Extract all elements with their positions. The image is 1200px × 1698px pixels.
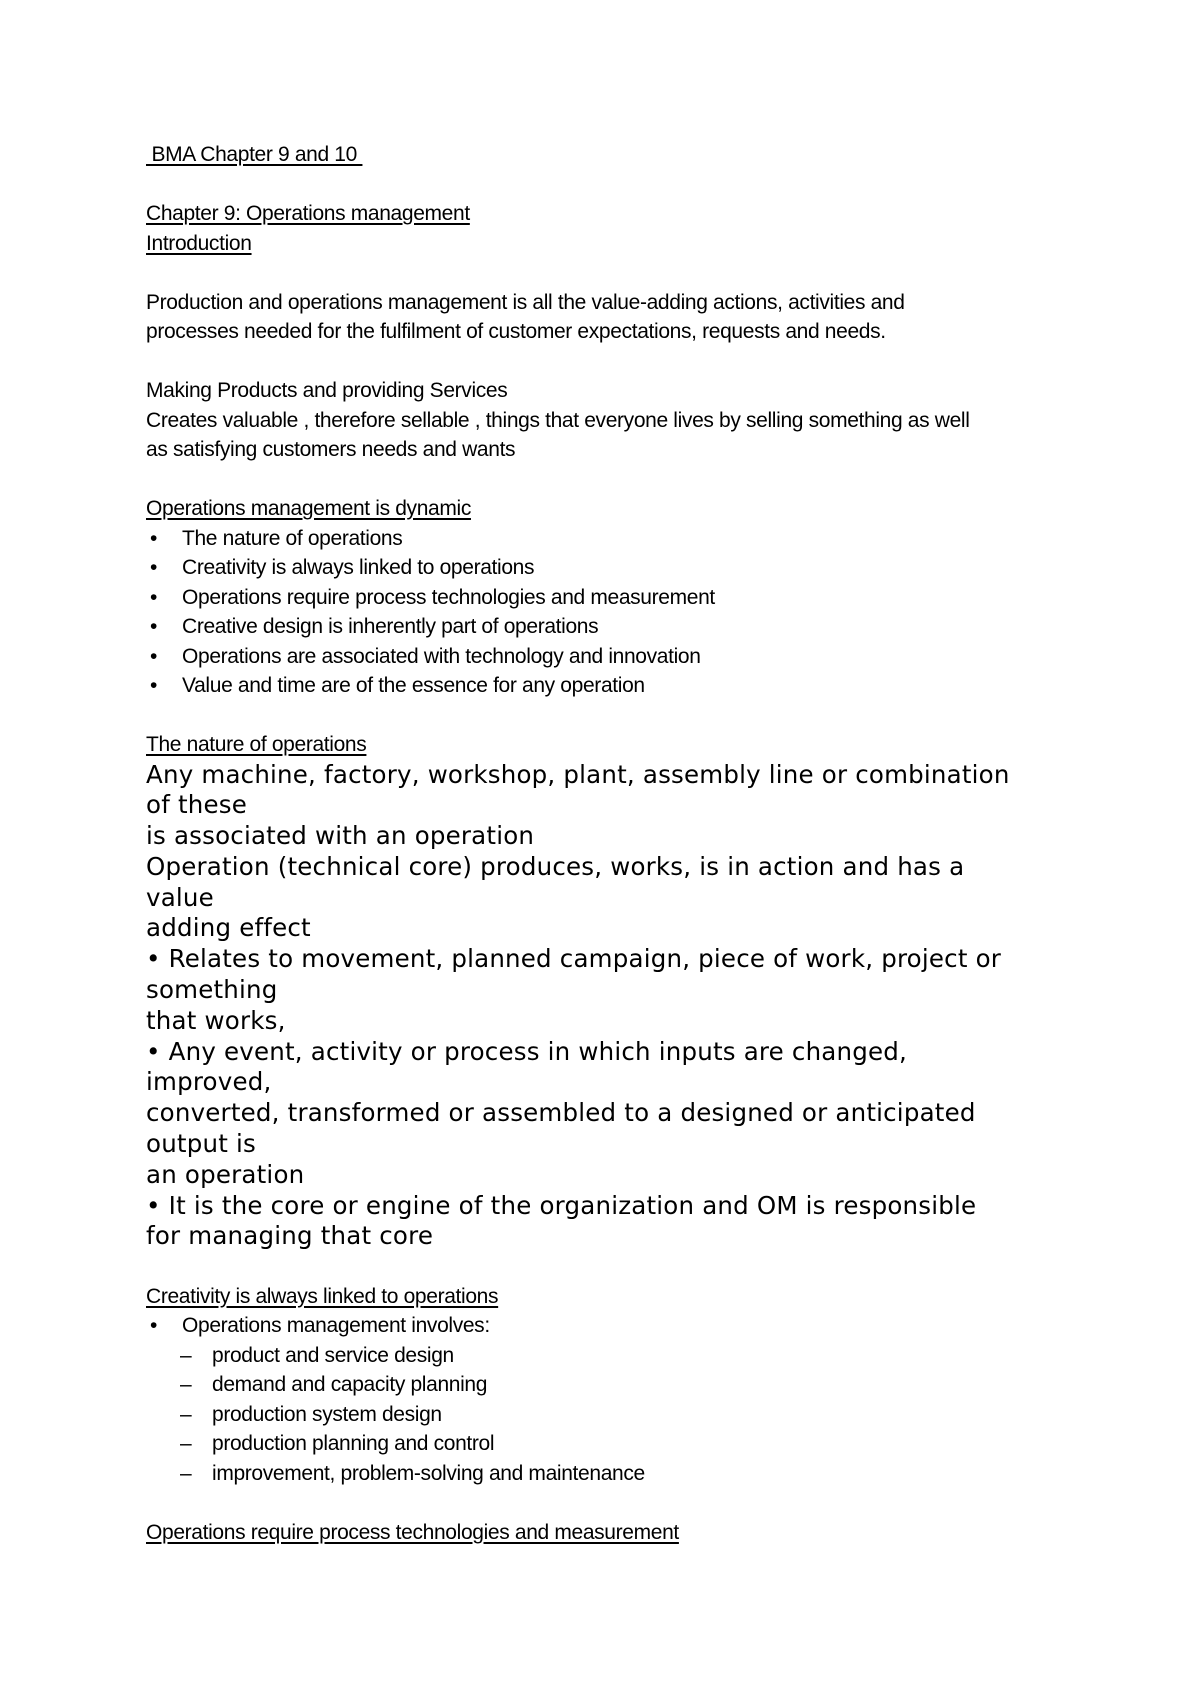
creativity-list xyxy=(146,1311,1086,1341)
bullet-marker: • xyxy=(150,556,158,579)
nature-line: of these xyxy=(146,790,248,820)
intro-paragraph-line: processes needed for the fulfilment of customer expectations, requests and needs. xyxy=(146,320,886,343)
sublist-item-text: production planning and control xyxy=(212,1432,495,1456)
list-item-text: Operations are associated with technology and innovation xyxy=(182,644,701,668)
list-item xyxy=(146,524,1086,554)
list-item-text: The nature of operations xyxy=(182,526,403,550)
dash-marker: – xyxy=(180,1461,192,1485)
bullet-marker: • xyxy=(150,526,158,550)
list-item xyxy=(146,671,1086,701)
document-page xyxy=(146,140,1086,1547)
nature-line: value xyxy=(146,882,214,912)
nature-line: for managing that core xyxy=(146,1221,434,1251)
intro-paragraph-line: Production and operations management is all the value-adding actions, activities and xyxy=(146,290,905,314)
list-item xyxy=(146,1311,1086,1341)
list-item-text: Creative design is inherently part of operations xyxy=(182,615,599,638)
dash-marker: – xyxy=(180,1402,192,1426)
nature-line: improved, xyxy=(146,1067,272,1097)
sublist-item-text: improvement, problem-solving and maintenance xyxy=(212,1461,645,1485)
sublist-item-text: product and service design xyxy=(212,1343,454,1367)
making-paragraph-line: Creates valuable , therefore sellable , things that everyone lives by selling something as well xyxy=(146,408,970,432)
sublist-item xyxy=(146,1370,1086,1400)
list-item xyxy=(146,642,1086,672)
technologies-heading: Operations require process technologies and measurement xyxy=(146,1520,679,1544)
nature-line: adding effect xyxy=(146,913,311,943)
making-products-heading: Making Products and providing Services xyxy=(146,379,508,402)
dynamic-heading: Operations management is dynamic xyxy=(146,497,471,520)
list-item-text: Operations management involves: xyxy=(182,1314,490,1338)
dash-marker: – xyxy=(180,1343,192,1367)
creativity-sublist xyxy=(146,1341,1086,1489)
sublist-item xyxy=(146,1459,1086,1489)
nature-line: Operation (technical core) produces, works, is in action and has a xyxy=(146,851,965,881)
nature-line: an operation xyxy=(146,1159,305,1189)
bullet-marker: • xyxy=(150,674,158,697)
nature-line: • Any event, activity or process in which inputs are changed, xyxy=(146,1036,908,1066)
nature-line: that works, xyxy=(146,1005,286,1035)
nature-line: something xyxy=(146,975,278,1005)
making-paragraph-line: as satisfying customers needs and wants xyxy=(146,438,516,461)
nature-body xyxy=(146,760,1086,1253)
sublist-item xyxy=(146,1341,1086,1371)
chapter-heading: Chapter 9: Operations management xyxy=(146,202,470,225)
document-title: BMA Chapter 9 and 10 xyxy=(146,143,363,166)
bullet-marker: • xyxy=(150,615,158,638)
list-item-text: Creativity is always linked to operations xyxy=(182,556,535,579)
sublist-item-text: demand and capacity planning xyxy=(212,1373,488,1397)
list-item-text: Value and time are of the essence for any operation xyxy=(182,674,645,697)
bullet-marker: • xyxy=(150,644,158,668)
bullet-marker: • xyxy=(150,1314,158,1338)
nature-line: converted, transformed or assembled to a designed or anticipated xyxy=(146,1098,976,1128)
sublist-item xyxy=(146,1429,1086,1459)
list-item-text: Operations require process technologies and measurement xyxy=(182,585,715,609)
dynamic-list xyxy=(146,524,1086,701)
introduction-heading: Introduction xyxy=(146,231,252,255)
nature-line: is associated with an operation xyxy=(146,821,535,851)
nature-heading: The nature of operations xyxy=(146,733,367,756)
bullet-marker: • xyxy=(150,585,158,609)
nature-line: Any machine, factory, workshop, plant, assembly line or combination xyxy=(146,759,1010,789)
nature-line: output is xyxy=(146,1129,256,1159)
sublist-item-text: production system design xyxy=(212,1402,442,1426)
list-item xyxy=(146,583,1086,613)
dash-marker: – xyxy=(180,1432,192,1456)
dash-marker: – xyxy=(180,1373,192,1397)
list-item xyxy=(146,553,1086,583)
nature-line: • It is the core or engine of the organization and OM is responsible xyxy=(146,1190,977,1220)
creativity-heading: Creativity is always linked to operations xyxy=(146,1284,499,1308)
sublist-item xyxy=(146,1400,1086,1430)
nature-line: • Relates to movement, planned campaign, piece of work, project or xyxy=(146,944,1002,974)
list-item xyxy=(146,612,1086,642)
